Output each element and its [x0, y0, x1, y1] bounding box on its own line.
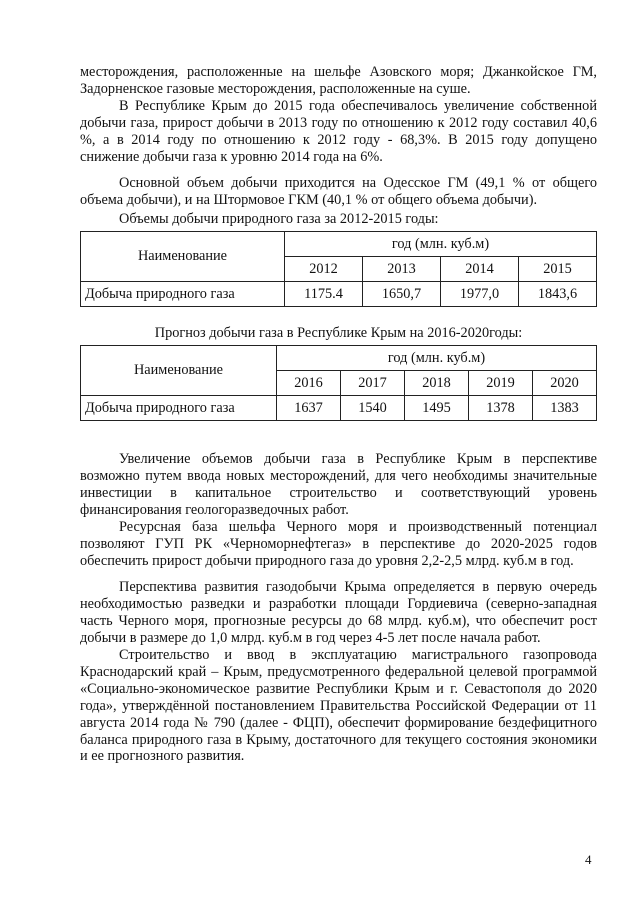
table-header-year: 2015	[519, 257, 597, 282]
table-header-year: 2014	[441, 257, 519, 282]
table-header-year: 2018	[405, 371, 469, 396]
table-row	[81, 232, 597, 257]
table-header-name: Наименование	[81, 232, 285, 282]
table-cell-value: 1650,7	[363, 282, 441, 307]
table-header-year: 2020	[533, 371, 597, 396]
table-row-label: Добыча природного газа	[81, 282, 285, 307]
table-cell-value: 1383	[533, 396, 597, 421]
table-cell-value: 1637	[277, 396, 341, 421]
paragraph-7: Строительство и ввод в эксплуатацию магистрального газопровода Краснодарский край – Крым, предусмотренного федеральной целевой программой «Социально-экономическое развитие Республики Крым и г. Севастополя до 2020 года», утверждённой постановлением Правительства Российской Федерации от 11 августа 2014 года № 790 (далее - ФЦП), обеспечит формирование бездефицитного баланса природного газа в Крыму, достаточного для текущего состояния экономики и ее прогнозного развития.	[80, 647, 597, 765]
forecast-table-2016-2020	[80, 345, 597, 421]
table-header-year: 2012	[285, 257, 363, 282]
document-page	[80, 64, 597, 765]
table-header-year: 2019	[469, 371, 533, 396]
table-header-year-group: год (млн. куб.м)	[285, 232, 597, 257]
table-cell-value: 1175.4	[285, 282, 363, 307]
table-header-year-group: год (млн. куб.м)	[277, 346, 597, 371]
table-row	[81, 282, 597, 307]
table-cell-value: 1977,0	[441, 282, 519, 307]
paragraph-6: Перспектива развития газодобычи Крыма определяется в первую очередь необходимостью разведки и разработки площади Гордиевича (северно-западная часть Черного моря, прогнозные ресурсы до 68 млрд. куб.м), что обеспечит рост добычи в размере до 1,0 млрд. куб.м в год через 4-5 лет после начала работ.	[80, 579, 597, 647]
table-cell-value: 1495	[405, 396, 469, 421]
table-header-name: Наименование	[81, 346, 277, 396]
table2-caption: Прогноз добычи газа в Республике Крым на 2016-2020годы:	[154, 325, 523, 342]
table-row-label: Добыча природного газа	[81, 396, 277, 421]
paragraph-1: месторождения, расположенные на шельфе Азовского моря; Джанкойское ГМ, Задорненское газовые месторождения, расположенные на суше.	[80, 64, 597, 97]
paragraph-2: В Республике Крым до 2015 года обеспечивалось увеличение собственной добычи газа, прирост добычи в 2013 году по отношению к 2012 году составил 40,6 %, а в 2014 году по отношению к 2012 году - 68,3%. В 2015 году допущено снижение добычи газа к уровню 2014 года на 6%.	[80, 97, 597, 165]
table-cell-value: 1843,6	[519, 282, 597, 307]
page-number: 4	[585, 852, 592, 867]
paragraph-3: Основной объем добычи приходится на Одесское ГМ (49,1 % от общего объема добычи), и на Штормовое ГКМ (40,1 % от общего объема добычи).	[80, 175, 597, 209]
table-cell-value: 1540	[341, 396, 405, 421]
table-header-year: 2017	[341, 371, 405, 396]
table-row	[81, 346, 597, 371]
production-table-2012-2015	[80, 231, 597, 307]
paragraph-5: Ресурсная база шельфа Черного моря и производственный потенциал позволяют ГУП РК «Черноморнефтегаз» в перспективе до 2020-2025 годов обеспечить прирост добычи природного газа до уровня 2,2-2,5 млрд. куб.м в год.	[80, 518, 597, 569]
table-header-year: 2016	[277, 371, 341, 396]
table-cell-value: 1378	[469, 396, 533, 421]
table-header-year: 2013	[363, 257, 441, 282]
table1-caption: Объемы добычи природного газа за 2012-2015 годы:	[119, 211, 439, 228]
paragraph-4: Увеличение объемов добычи газа в Республике Крым в перспективе возможно путем ввода новых месторождений, для чего необходимы значительные инвестиции в капитальное строительство и соответствующий уровень финансирования геологоразведочных работ.	[80, 451, 597, 518]
table-row	[81, 396, 597, 421]
